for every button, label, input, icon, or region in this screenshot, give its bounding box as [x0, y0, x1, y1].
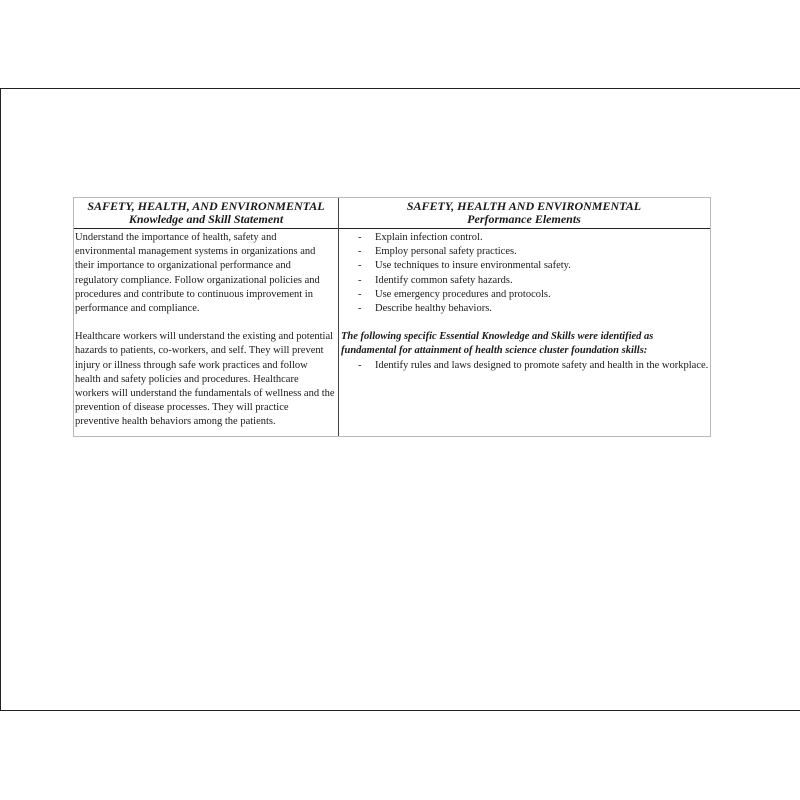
- list-item-text: Employ personal safety practices.: [375, 246, 517, 258]
- performance-elements-header-subtitle: Performance Elements: [467, 212, 581, 226]
- dash-bullet: -: [358, 359, 362, 371]
- dash-bullet: -: [358, 274, 362, 286]
- list-item-text: Identify common safety hazards.: [375, 274, 513, 286]
- performance-elements-header-title: SAFETY, HEALTH AND ENVIRONMENTAL: [406, 199, 642, 213]
- knowledge-skill-statement-cell: [75, 231, 335, 430]
- list-item: [341, 259, 709, 273]
- document-page: [0, 88, 800, 711]
- dash-bullet: -: [358, 246, 362, 258]
- list-item-text: Use emergency procedures and protocols.: [375, 288, 551, 300]
- statement-paragraph: Healthcare workers will understand the existing and potential hazards to patients, co-workers, and self. They will prevent injury or illness through safe work practices and follow health and safety policies and procedures. Healthcare workers will understand the fundamentals of wellness and the prevention of disease processes. They will practice preventive health behaviors among the patients.: [75, 331, 335, 428]
- dash-bullet: -: [358, 232, 362, 243]
- list-item-text: Use techniques to insure environmental safety.: [375, 260, 571, 272]
- knowledge-skill-header-subtitle: Knowledge and Skill Statement: [128, 212, 284, 226]
- list-item: [341, 245, 709, 259]
- safety-health-table: [73, 197, 711, 437]
- list-item: [341, 274, 709, 288]
- dash-bullet: -: [358, 260, 362, 272]
- statement-paragraph: Understand the importance of health, safety and environmental management systems in organizations and their importance to organizational performance and regulatory compliance. Follow organizational policies and procedures and contribute to continuous improvement in performance and compliance.: [75, 232, 320, 315]
- knowledge-skill-header: [74, 198, 338, 229]
- list-item-text: Identify rules and laws designed to promote safety and health in the workplace.: [375, 359, 709, 371]
- list-item: [341, 288, 709, 302]
- list-item: [341, 359, 709, 373]
- dash-bullet: -: [358, 288, 362, 300]
- list-item-text: Describe healthy behaviors.: [375, 303, 492, 315]
- list-item: [341, 302, 709, 316]
- performance-elements-list: [341, 231, 709, 316]
- essential-knowledge-list: [341, 359, 709, 373]
- dash-bullet: -: [358, 303, 362, 315]
- performance-elements-cell: [341, 231, 709, 373]
- performance-elements-header: [338, 198, 710, 229]
- column-divider: [338, 198, 339, 436]
- essential-knowledge-heading: The following specific Essential Knowledge and Skills were identified as fundamental for attainment of health science cluster foundation skills:: [341, 331, 654, 357]
- list-item-text: Explain infection control.: [375, 232, 483, 243]
- knowledge-skill-header-title: SAFETY, HEALTH, AND ENVIRONMENTAL: [87, 199, 325, 213]
- list-item: [341, 231, 709, 245]
